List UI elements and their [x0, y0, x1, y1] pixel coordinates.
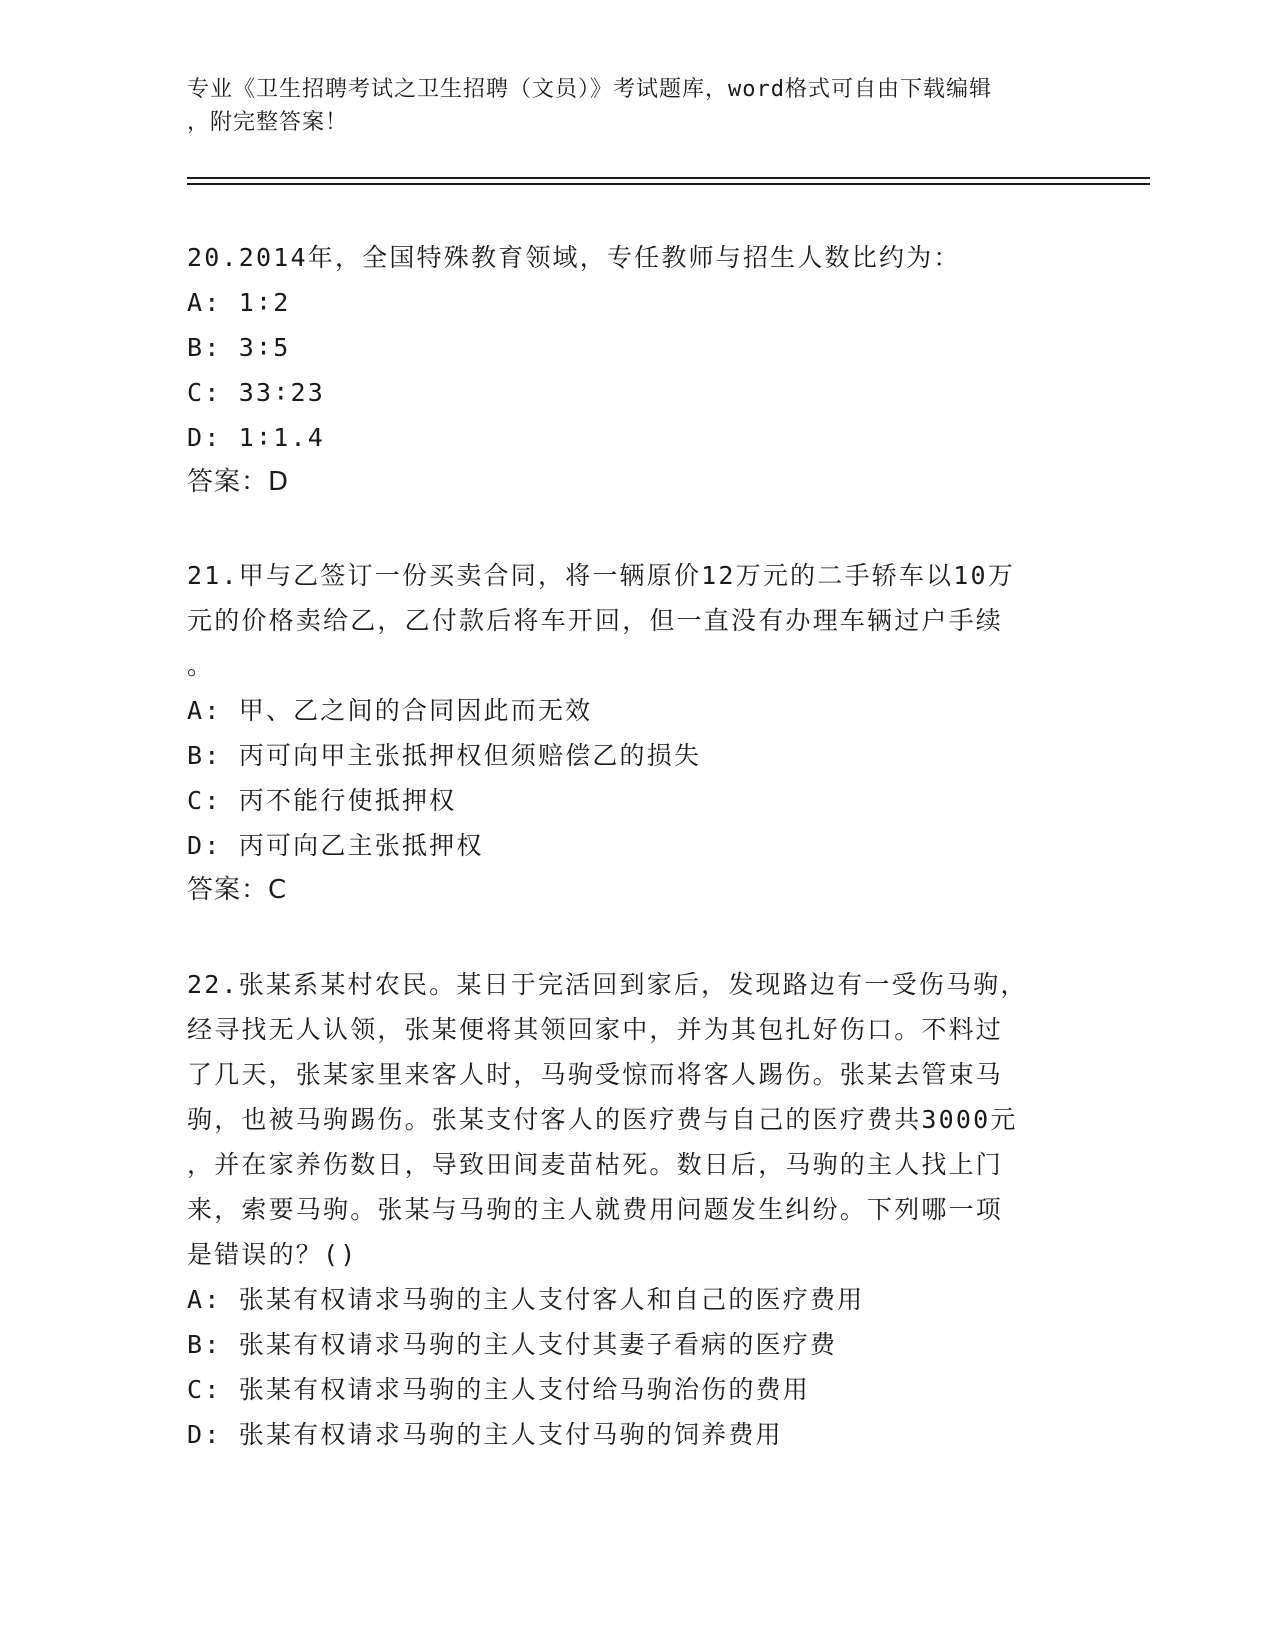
- header-divider-top: [187, 177, 1150, 179]
- question-stem-line: 驹，也被马驹踢伤。张某支付客人的医疗费与自己的医疗费共3000元: [187, 1105, 1018, 1134]
- header-divider-bottom: [187, 183, 1150, 185]
- question-stem-line: 20.2014年，全国特殊教育领域，专任教师与招生人数比约为：: [187, 243, 961, 272]
- option-c: C: 张某有权请求马驹的主人支付给马驹治伤的费用: [187, 1375, 810, 1404]
- option-a: A: 甲、乙之间的合同因此而无效: [187, 696, 593, 725]
- header-line-1: 专业《卫生招聘考试之卫生招聘（文员）》考试题库，word格式可自由下载编辑: [187, 77, 992, 102]
- option-c: C: 33∶23: [187, 378, 326, 407]
- answer-label: 答案：C: [187, 875, 288, 905]
- option-b: B: 丙可向甲主张抵押权但须赔偿乙的损失: [187, 741, 702, 770]
- question-stem-line: 元的价格卖给乙，乙付款后将车开回，但一直没有办理车辆过户手续: [187, 606, 1004, 635]
- question-stem-line: 来，索要马驹。张某与马驹的主人就费用问题发生纠纷。下列哪一项: [187, 1195, 1004, 1224]
- question-stem-line: 了几天，张某家里来客人时，马驹受惊而将客人踢伤。张某去管束马: [187, 1060, 1004, 1089]
- question-22: [187, 962, 1087, 1457]
- question-20: [187, 235, 1087, 505]
- header-line-2: ，附完整答案！: [187, 110, 349, 135]
- document-header: [187, 73, 1087, 139]
- question-21: [187, 553, 1087, 913]
- option-d: D: 丙可向乙主张抵押权: [187, 831, 484, 860]
- question-stem-line: 是错误的？(): [187, 1240, 358, 1269]
- option-b: B: 张某有权请求马驹的主人支付其妻子看病的医疗费: [187, 1330, 838, 1359]
- question-stem-line: ，并在家养伤数日，导致田间麦苗枯死。数日后，马驹的主人找上门: [187, 1150, 1004, 1179]
- option-c: C: 丙不能行使抵押权: [187, 786, 457, 815]
- answer-label: 答案：D: [187, 467, 290, 497]
- option-a: A: 张某有权请求马驹的主人支付客人和自己的医疗费用: [187, 1285, 865, 1314]
- question-stem-line: 22.张某系某村农民。某日于完活回到家后，发现路边有一受伤马驹，: [187, 970, 1028, 999]
- option-d: D: 1∶1.4: [187, 423, 326, 452]
- question-stem-line: 21.甲与乙签订一份买卖合同，将一辆原价12万元的二手轿车以10万: [187, 561, 1015, 590]
- option-a: A: 1∶2: [187, 288, 291, 317]
- option-b: B: 3∶5: [187, 333, 291, 362]
- option-d: D: 张某有权请求马驹的主人支付马驹的饲养费用: [187, 1420, 783, 1449]
- question-stem-line: 经寻找无人认领，张某便将其领回家中，并为其包扎好伤口。不料过: [187, 1015, 1004, 1044]
- question-stem-line: 。: [187, 651, 215, 680]
